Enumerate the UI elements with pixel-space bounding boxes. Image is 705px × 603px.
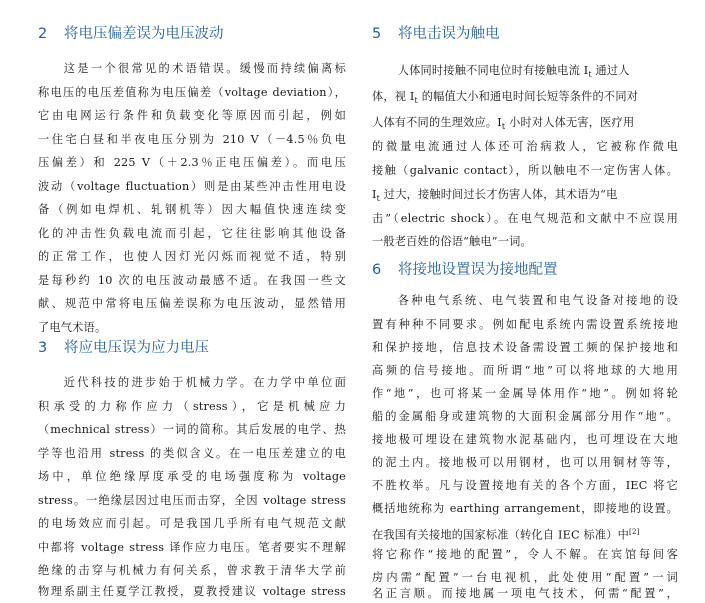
line-tail: 过大，接触时间过长才伤害人体，其术语为“电	[380, 188, 618, 201]
paragraph-line: 高频的信号接地。而所谓“地”可以将地球的大地用	[372, 364, 678, 377]
paragraph-line: 接触（galvanic contact），所以触电不一定伤害人体。	[372, 164, 678, 177]
section-title: 将电击误为触电	[398, 26, 500, 42]
paragraph-line: 各种电气系统、电气装置和电气设备对接地的设	[397, 294, 678, 307]
section-title: 将应电压误为应力电压	[64, 340, 209, 356]
paragraph-line: 一般老百姓的俗语“触电”一词。	[372, 235, 532, 248]
paragraph-line: 称电压的电压差值称为电压偏差（voltage deviation），	[38, 86, 346, 99]
section-title: 将电压偏差误为电压波动	[64, 26, 224, 42]
section-number: 5	[372, 26, 382, 42]
section-6-heading	[372, 260, 558, 280]
paragraph-line: 概括地统称为 earthing arrangement，即接地的设置。	[372, 502, 678, 515]
paragraph-line: 备（例如电焊机、轧钢机等）因大幅值快速连续变	[38, 203, 346, 216]
paragraph-line: 化的冲击性负载电流而引起，它往往影响其他设备	[38, 227, 346, 240]
section-number: 2	[38, 26, 48, 42]
line-head: 人体同时接触不同电位时有接触电流 I	[397, 64, 589, 77]
citation: [2]	[629, 528, 640, 536]
paragraph-line: 物理系副主任夏学江教授，夏教授建议 voltage stress	[38, 585, 346, 598]
subscript: t	[588, 70, 592, 80]
line-tail: 的幅值大小和通电时间长短等条件的不同对	[417, 90, 639, 103]
line-head: I	[372, 188, 377, 201]
section-3-heading	[38, 338, 209, 358]
paragraph-line: 一住宅白昼和半夜电压分别为 210 V（－4.5％负电	[38, 133, 346, 146]
paragraph-line	[372, 114, 678, 136]
subscript: t	[376, 194, 381, 204]
paragraph-line: 献、规范中常将电压偏差误称为电压波动，显然错用	[38, 297, 346, 310]
section-5-heading	[372, 24, 500, 44]
section-2-heading	[38, 24, 224, 44]
section-number: 6	[372, 262, 382, 278]
section-number: 3	[38, 340, 48, 356]
paragraph-line	[372, 186, 678, 208]
paragraph-line: 接地极可埋设在建筑物水泥基础内，也可埋设在大地	[372, 433, 678, 446]
paragraph-line: 的正常工作，也使人因灯光闪烁而视觉不适，特别	[38, 250, 346, 263]
paragraph-line: 场中，单位绝缘厚度承受的电场强度称为 voltage	[38, 470, 346, 483]
paragraph-line: 和保护接地，信息技术设备需设置工频的保护接地和	[372, 341, 678, 354]
paragraph-line: （mechnical stress）一词的简称。其后发展的电学、热	[38, 423, 346, 436]
paragraph-line: 这是一个很常见的术语错误。缓慢而持续偏离标	[63, 62, 346, 75]
section-title: 将接地设置误为接地配置	[398, 262, 558, 278]
paragraph-line: 绝缘的击穿与机械力有何关系，曾求教于清华大学前	[38, 564, 346, 577]
paragraph-line	[372, 62, 678, 84]
paragraph-line: 中都将 voltage stress 译作应力电压。笔者要实不理解	[38, 541, 346, 554]
subscript: t	[414, 96, 418, 106]
paragraph-line: 近代科技的进步始于机械力学。在力学中单位面	[63, 376, 346, 389]
paragraph-line: 名正言顺。而接地属一项电气技术，何需“配置”，	[372, 587, 678, 600]
paragraph-line: 不胜枚举。凡与设置接地有关的各个方面，IEC 将它	[372, 479, 678, 492]
paragraph-line: 船的金属船身或建筑物的大面积金属部分用作“地”。	[372, 410, 678, 423]
paragraph-line: 是每秒约 10 次的电压波动最感不适。在我国一些文	[38, 274, 346, 287]
line-tail: 小时对人体无害，医疗用	[505, 116, 635, 129]
paragraph-line: 击”（electric shock）。在电气规范和文献中不应误用	[372, 212, 678, 225]
paragraph-line: 压偏差）和 225 V（＋2.3％正电压偏差）。而电压	[38, 156, 346, 169]
paragraph-line: 积承受的力称作应力（stress），它是机械应力	[38, 400, 346, 413]
paragraph-line: 它由电网运行条件和负载变化等原因而引起，例如	[38, 109, 346, 122]
paragraph-line: 将它称作“接地的配置”，令人不解。在宾馆每间客	[372, 548, 678, 561]
paragraph-line: 的电场效应而引起。可是我国几乎所有电气规范文献	[38, 517, 346, 530]
line-head: 人体有不同的生理效应。I	[372, 116, 502, 129]
paragraph-line	[372, 88, 678, 110]
paragraph-line: 了电气术语。	[38, 321, 107, 334]
paragraph-line: 波动（voltage fluctuation）则是由某些冲击性用电设	[38, 180, 346, 193]
paragraph-line: 的泥土内。接地极可以用钢材，也可以用铜材等等，	[372, 456, 678, 469]
line-text: 在我国有关接地的国家标准（转化自 IEC 标准）中	[372, 528, 630, 542]
paragraph-line: 置有种种不同要求。例如配电系统内需设置系统接地	[372, 318, 678, 331]
paragraph-line: 的微量电流通过人体还可治病救人，它被称作微电	[372, 140, 678, 153]
paragraph-line: 作“地”，也可将某一金属导体用作“地”。例如将轮	[372, 387, 678, 400]
paragraph-line: 房内需“配置”一台电视机，此处使用“配置”一词	[372, 571, 678, 584]
subscript: t	[501, 122, 506, 132]
line-head: 体，视 I	[372, 90, 415, 103]
paragraph-line: 学等也沿用 stress 的类似含义。在一电压差建立的电	[38, 447, 346, 460]
paragraph-line	[372, 523, 678, 545]
line-tail: 通过人	[591, 64, 630, 77]
paragraph-line: stress。一绝缘层因过电压而击穿，全因 voltage stress	[38, 494, 346, 507]
